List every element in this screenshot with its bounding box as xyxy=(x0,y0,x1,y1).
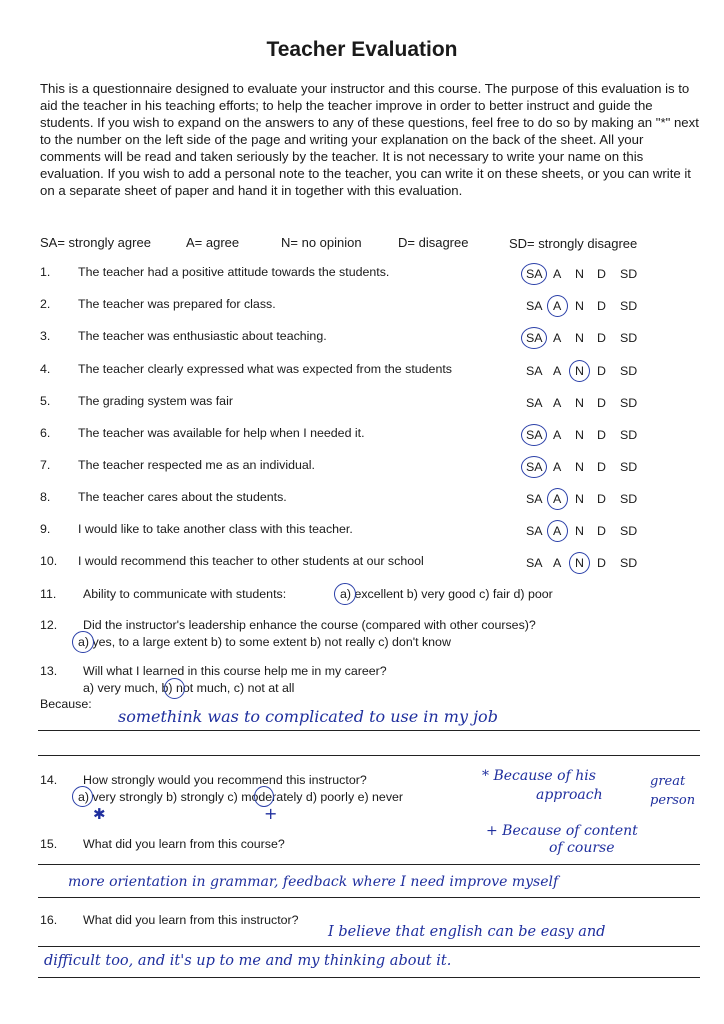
rating-option-d[interactable]: D xyxy=(597,299,606,313)
rating-option-sa[interactable]: SA xyxy=(526,556,543,570)
rating-option-d[interactable]: D xyxy=(597,364,606,378)
handwritten-note-q14-f: of course xyxy=(549,840,615,856)
rating-option-a[interactable]: A xyxy=(553,267,562,281)
rating-option-n[interactable]: N xyxy=(575,524,584,538)
rating-option-sd[interactable]: SD xyxy=(620,396,638,410)
page-title: Teacher Evaluation xyxy=(266,38,458,61)
answer-line xyxy=(38,977,700,978)
rating-option-sa[interactable]: SA xyxy=(526,524,543,538)
rating-option-sa[interactable]: SA xyxy=(526,267,543,281)
q12-options[interactable]: a) yes, to a large extent b) to some extent b) not really c) don't know xyxy=(78,635,451,649)
answer-circle-mark xyxy=(547,520,568,542)
plus-mark-icon: + xyxy=(264,804,278,823)
answer-circle-mark xyxy=(547,295,568,317)
answer-circle-mark xyxy=(72,631,94,653)
rating-option-a[interactable]: A xyxy=(553,364,562,378)
q12-number: 12. xyxy=(40,618,58,632)
q13-text: Will what I learned in this course help me in my career? xyxy=(83,664,387,678)
item-statement: The teacher was enthusiastic about teaching. xyxy=(78,329,327,343)
q11-options[interactable]: a) excellent b) very good c) fair d) poor xyxy=(340,587,553,601)
rating-option-n[interactable]: N xyxy=(575,556,584,570)
item-number: 10. xyxy=(40,554,58,568)
item-statement: The teacher was available for help when I needed it. xyxy=(78,426,365,440)
item-statement: The teacher was prepared for class. xyxy=(78,297,276,311)
item-number: 5. xyxy=(40,394,51,408)
item-statement: The teacher clearly expressed what was expected from the students xyxy=(78,362,452,376)
legend-a: A= agree xyxy=(186,235,240,250)
answer-line xyxy=(38,864,700,865)
handwritten-note-q14-b: approach xyxy=(536,787,603,803)
answer-circle-mark xyxy=(569,360,590,382)
rating-option-sd[interactable]: SD xyxy=(620,428,638,442)
q11-number: 11. xyxy=(40,587,57,601)
item-statement: The teacher respected me as an individual. xyxy=(78,458,315,472)
rating-option-d[interactable]: D xyxy=(597,267,606,281)
q15-text: What did you learn from this course? xyxy=(83,837,285,851)
rating-option-n[interactable]: N xyxy=(575,331,584,345)
rating-option-a[interactable]: A xyxy=(553,492,562,506)
rating-option-a[interactable]: A xyxy=(553,556,562,570)
answer-circle-mark xyxy=(569,552,590,574)
rating-option-a[interactable]: A xyxy=(553,396,562,410)
item-number: 7. xyxy=(40,458,51,472)
item-number: 9. xyxy=(40,522,51,536)
handwritten-note-q14-e: + Because of content xyxy=(486,823,638,839)
q14-options[interactable]: a) very strongly b) strongly c) moderately d) poorly e) never xyxy=(78,790,404,804)
handwritten-answer-q15: more orientation in grammar, feedback where I need improve myself xyxy=(68,874,559,890)
rating-option-d[interactable]: D xyxy=(597,524,606,538)
q14-text: How strongly would you recommend this instructor? xyxy=(83,773,367,787)
item-statement: I would recommend this teacher to other students at our school xyxy=(78,554,424,568)
rating-option-n[interactable]: N xyxy=(575,492,584,506)
q13-number: 13. xyxy=(40,664,58,678)
rating-option-sd[interactable]: SD xyxy=(620,556,638,570)
rating-option-d[interactable]: D xyxy=(597,460,606,474)
rating-option-sa[interactable]: SA xyxy=(526,364,543,378)
rating-option-a[interactable]: A xyxy=(553,460,562,474)
answer-circle-mark xyxy=(547,488,568,510)
item-number: 3. xyxy=(40,329,51,343)
rating-option-sa[interactable]: SA xyxy=(526,331,543,345)
q16-number: 16. xyxy=(40,913,58,927)
rating-option-a[interactable]: A xyxy=(553,299,562,313)
rating-option-n[interactable]: N xyxy=(575,460,584,474)
legend-sa: SA= strongly agree xyxy=(40,235,151,250)
answer-line xyxy=(38,730,700,731)
answer-circle-mark xyxy=(164,678,185,699)
rating-option-sd[interactable]: SD xyxy=(620,299,638,313)
intro-paragraph: This is a questionnaire designed to evaluate your instructor and this course. The purpose of this evaluation is to aid the teacher in his teaching efforts; to help the teacher improve in order to better instruct and guide the students. If you wish to expand on the answers to any of these questions, feel free to do so by making an "*" next to the number on the left side of the page and writing your explanation on the back of the sheet. All your comments will be read and taken seriously by the teacher. It is not necessary to write your name on this evaluation. If you wish to add a personal note to the teacher, you can write it on these sheets, or you can write it on a separate sheet of paper and hand it in together with this evaluation. xyxy=(40,81,699,198)
handwritten-answer-q16-line2: difficult too, and it's up to me and my thinking about it. xyxy=(44,953,452,969)
rating-option-sd[interactable]: SD xyxy=(620,524,638,538)
answer-circle-mark xyxy=(521,263,547,285)
answer-circle-mark xyxy=(521,327,547,349)
answer-line xyxy=(38,755,700,756)
rating-option-sd[interactable]: SD xyxy=(620,492,638,506)
rating-option-a[interactable]: A xyxy=(553,524,562,538)
rating-option-d[interactable]: D xyxy=(597,428,606,442)
item-number: 6. xyxy=(40,426,51,440)
rating-option-d[interactable]: D xyxy=(597,396,606,410)
rating-option-d[interactable]: D xyxy=(597,331,606,345)
rating-option-n[interactable]: N xyxy=(575,267,584,281)
legend-sd: SD= strongly disagree xyxy=(509,236,638,251)
item-number: 8. xyxy=(40,490,51,504)
answer-circle-mark xyxy=(72,786,93,807)
rating-option-a[interactable]: A xyxy=(553,331,562,345)
item-statement: The grading system was fair xyxy=(78,394,233,408)
rating-option-sa[interactable]: SA xyxy=(526,428,543,442)
answer-circle-mark xyxy=(334,583,356,605)
handwritten-note-q14-a: * Because of his xyxy=(482,768,596,784)
answer-circle-mark xyxy=(521,456,547,478)
answer-line xyxy=(38,897,700,898)
q12-text: Did the instructor's leadership enhance the course (compared with other courses)? xyxy=(83,618,536,632)
rating-option-n[interactable]: N xyxy=(575,396,584,410)
rating-option-sa[interactable]: SA xyxy=(526,299,543,313)
rating-option-sa[interactable]: SA xyxy=(526,396,543,410)
rating-option-a[interactable]: A xyxy=(553,428,562,442)
rating-option-n[interactable]: N xyxy=(575,299,584,313)
legend-n: N= no opinion xyxy=(281,235,362,250)
q15-number: 15. xyxy=(40,837,58,851)
item-statement: The teacher cares about the students. xyxy=(78,490,287,504)
because-label: Because: xyxy=(40,697,92,711)
rating-option-sa[interactable]: SA xyxy=(526,460,543,474)
rating-option-sd[interactable]: SD xyxy=(620,331,638,345)
rating-option-d[interactable]: D xyxy=(597,556,606,570)
item-number: 1. xyxy=(40,265,51,279)
item-statement: I would like to take another class with this teacher. xyxy=(78,522,353,536)
answer-line xyxy=(38,946,700,947)
handwritten-note-q14-c: great xyxy=(650,774,686,789)
legend-d: D= disagree xyxy=(398,235,469,250)
item-number: 2. xyxy=(40,297,51,311)
rating-option-sd[interactable]: SD xyxy=(620,460,638,474)
handwritten-answer-q13: somethink was to complicated to use in my job xyxy=(118,707,498,726)
asterisk-mark-icon: ✱ xyxy=(93,805,106,823)
q11-text: Ability to communicate with students: xyxy=(83,587,287,601)
rating-option-n[interactable]: N xyxy=(575,364,584,378)
handwritten-answer-q16-line1: I believe that english can be easy and xyxy=(328,924,606,940)
handwritten-note-q14-d: person xyxy=(650,793,696,808)
rating-option-sd[interactable]: SD xyxy=(620,364,638,378)
q16-text: What did you learn from this instructor? xyxy=(83,913,299,927)
item-number: 4. xyxy=(40,362,51,376)
rating-option-sa[interactable]: SA xyxy=(526,492,543,506)
answer-circle-mark xyxy=(521,424,547,446)
rating-option-n[interactable]: N xyxy=(575,428,584,442)
item-statement: The teacher had a positive attitude towards the students. xyxy=(78,265,390,279)
q13-options[interactable]: a) very much, b) not much, c) not at all xyxy=(83,681,295,695)
q14-number: 14. xyxy=(40,773,58,787)
rating-option-sd[interactable]: SD xyxy=(620,267,638,281)
rating-option-d[interactable]: D xyxy=(597,492,606,506)
